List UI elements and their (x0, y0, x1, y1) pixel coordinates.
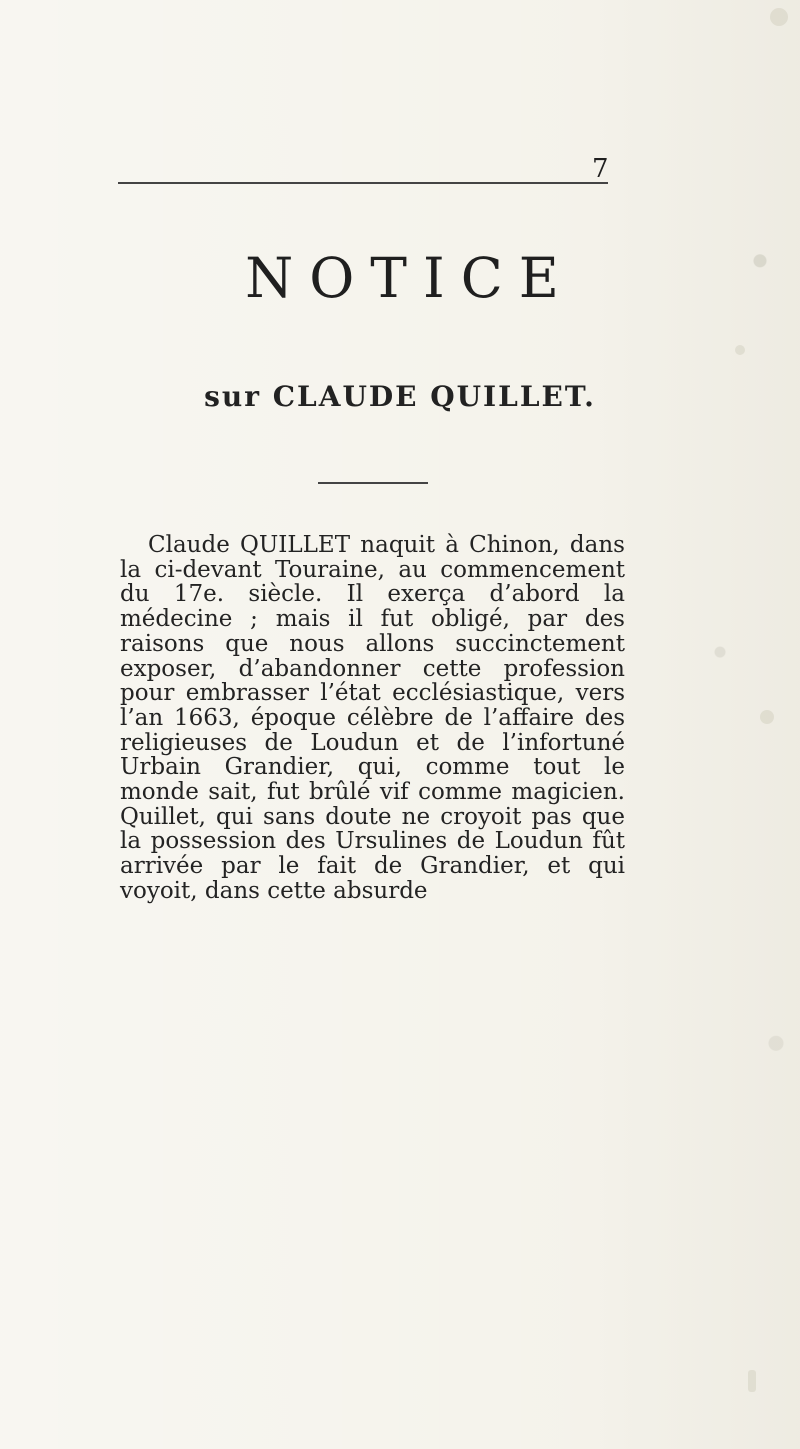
paper-stain (770, 8, 788, 26)
paper-stain (760, 710, 774, 724)
section-rule (318, 482, 428, 484)
page-number: 7 (592, 154, 609, 184)
paper-stain (748, 1370, 756, 1392)
header-rule (118, 182, 608, 184)
notice-title: NOTICE (245, 246, 575, 310)
notice-subtitle: sur CLAUDE QUILLET. (204, 380, 596, 413)
article-text-block (120, 533, 625, 904)
article-paragraph: Claude QUILLET naquit à Chinon, dans la ci-devant Touraine, au commencement du 17e. siècle. Il exerça d’abord la médecine ; mais il fut obligé, par des raisons que nous allons succinctement exposer, d’abandonner cette profession pour embrasser l’état ecclésiastique, vers l’an 1663, époque célèbre de l’affaire des religieuses de Loudun et de l’infortuné Urbain Grandier, qui, comme tout le monde sait, fut brûlé vif comme magicien. Quillet, qui sans doute ne croyoit pas que la possession des Ursulines de Loudun fût arrivée par le fait de Grandier, et qui voyoit, dans cette absurde (120, 532, 625, 904)
paper-stain (735, 345, 745, 355)
